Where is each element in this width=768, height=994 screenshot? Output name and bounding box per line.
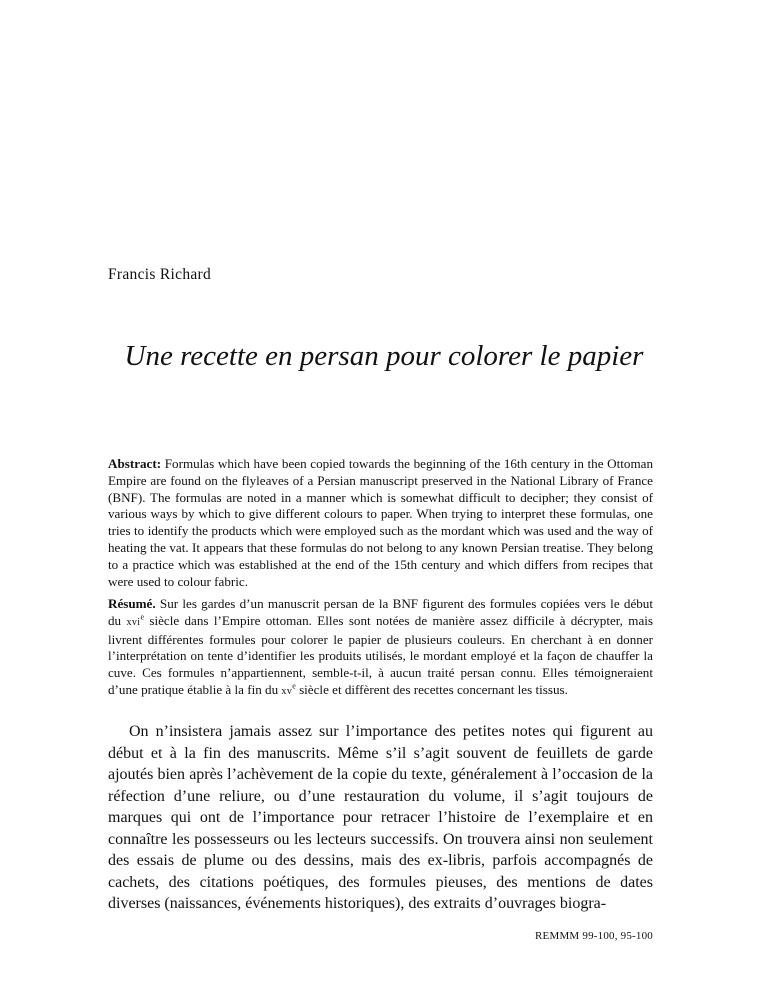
resume-paragraph (108, 596, 653, 701)
body-paragraph: On n’insistera jamais assez sur l’importance des petites notes qui figurent au début et à la fin des manuscrits. Même s’il s’agit souvent de feuillets de garde ajoutés bien après l’achèvement de la copie du texte, généralement à l’occasion de la réfection d’une reliure, ou d’une restauration du volume, il s’agit toujours de marques qui ont de l’importance pour retracer l’histoire de l’exemplaire et en connaître les possesseurs ou les lecteurs successifs. On trouvera ainsi non seulement des essais de plume ou des dessins, mais des ex-libris, parfois accompagnés de cachets, des citations poétiques, des formules pieuses, des mentions de dates diverses (naissances, événements historiques), des extraits d’ouvrages biogra- (108, 723, 653, 912)
resume-century-2-sup: e (292, 681, 296, 691)
abstract-label: Abstract: (108, 456, 162, 471)
resume-label: Résumé. (108, 596, 156, 611)
resume-text-part3: siècle et diffèrent des recettes concernant les tissus. (295, 681, 568, 697)
author-name: Francis Richard (108, 266, 212, 283)
abstract-text: Formulas which have been copied towards the beginning of the 16th century in the Ottoman Empire are found on the flyleaves of a Persian manuscript preserved in the National Library of France (BNF). The formulas are noted in a manner which is somewhat difficult to decipher; they consist of various ways by which to give different colours to paper. When trying to interpret these formulas, one tries to identify the products which were employed such as the mordant which was used and the way of heating the vat. It appears that these formulas do not belong to any known Persian treatise. They belong to a practice which was established at the end of the 15th century and which differs from recipes that were used to colour fabric. (108, 456, 653, 589)
journal-reference: REMMM 99-100, 95-100 (535, 930, 653, 942)
resume-century-2: xv (281, 685, 293, 697)
article-title: Une recette en persan pour colorer le papier (124, 340, 644, 372)
resume-century-1-sup: e (140, 612, 144, 622)
abstract-paragraph (108, 456, 653, 590)
resume-text-part2: siècle dans l’Empire ottoman. Elles sont notées de manière assez difficile à décrypter, mais livrent différentes formules pour colorer le papier de plusieurs couleurs. En cherchant à en donner l’interprétation on tente d’identifier les produits utilisés, le mordant employé et la façon de chauffer la cuve. Ces formules n’appartiennent, semble-t-il, à aucun traité persan connu. Elles témoigneraient d’une pratique établie à la fin du (108, 612, 653, 697)
resume-century-1: xvi (126, 616, 141, 628)
resume-text-part1: Sur les gardes d’un manuscrit persan de la BNF figurent des formules copiées vers le début du (108, 596, 653, 628)
